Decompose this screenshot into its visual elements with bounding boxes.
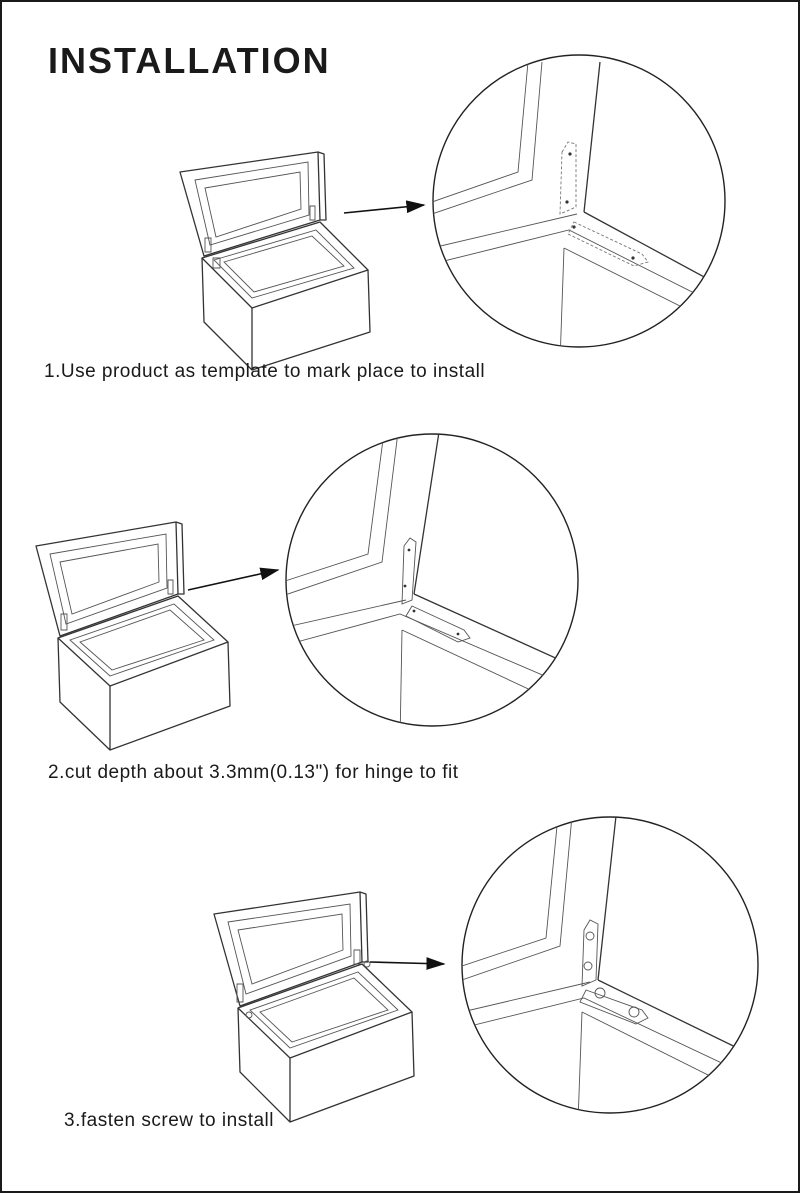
step-2-arrow (188, 570, 278, 590)
page-title: INSTALLATION (48, 40, 331, 81)
step-3-caption: 3.fasten screw to install (64, 1110, 274, 1131)
step-3-detail-circle (462, 816, 762, 1122)
step-2-box (36, 522, 230, 750)
step-1-arrow (344, 205, 424, 213)
installation-diagrams (2, 2, 798, 1191)
step-3-arrow (370, 962, 444, 964)
step-1-box (180, 152, 370, 370)
step-1-detail-circle (432, 55, 732, 362)
step-1-caption: 1.Use product as template to mark place to install (44, 361, 486, 382)
step-2-detail-circle (282, 432, 582, 742)
step-3-box (214, 892, 414, 1122)
step-2-caption: 2.cut depth about 3.3mm(0.13") for hinge to fit (48, 762, 459, 783)
